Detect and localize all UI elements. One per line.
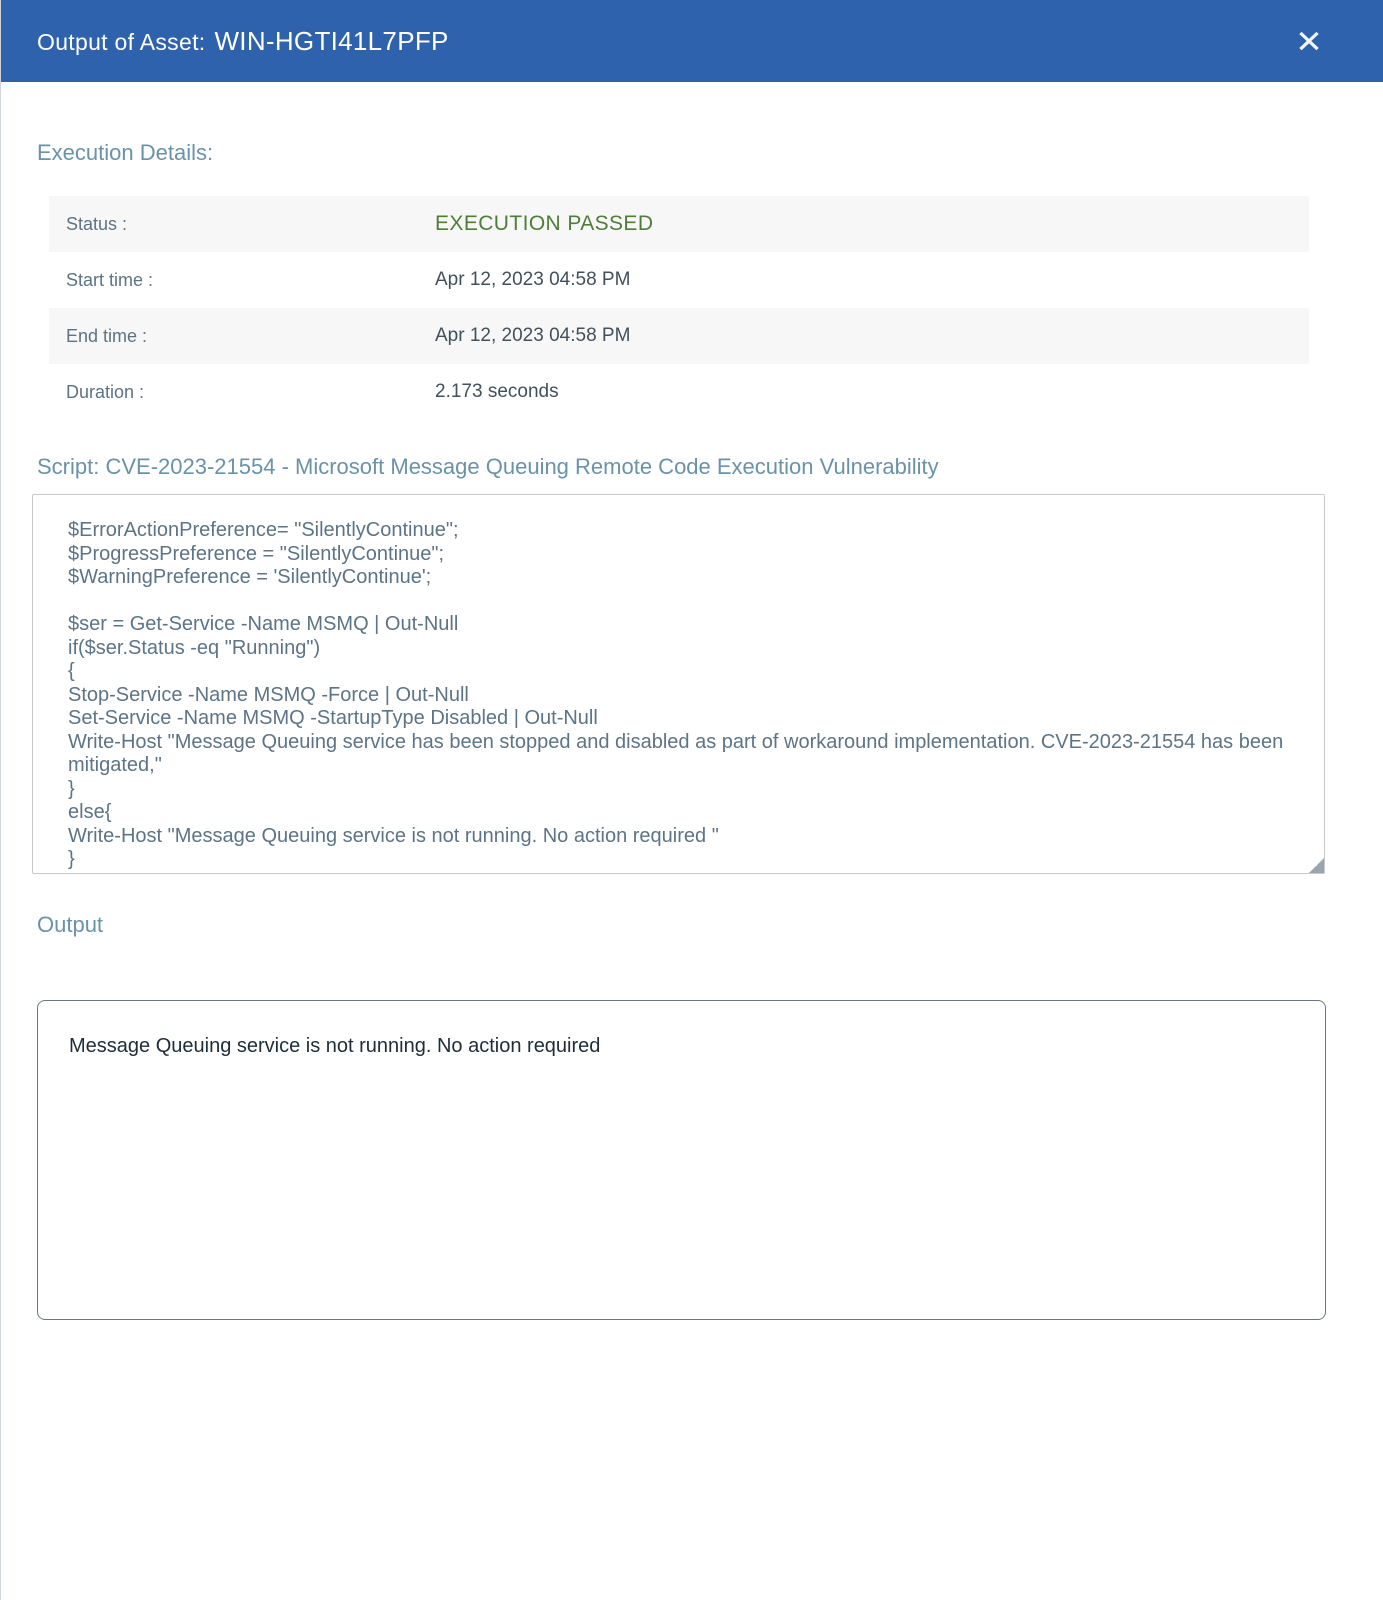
modal-title-prefix: Output of Asset: xyxy=(37,28,206,55)
start-time-value: Apr 12, 2023 04:58 PM xyxy=(435,269,631,290)
output-box xyxy=(37,1000,1326,1320)
script-heading: Script: CVE-2023-21554 - Microsoft Message Queuing Remote Code Execution Vulnerability xyxy=(37,454,939,479)
status-badge: EXECUTION PASSED xyxy=(435,212,654,235)
output-heading: Output xyxy=(37,912,104,937)
duration-value: 2.173 seconds xyxy=(435,381,559,402)
end-time-value: Apr 12, 2023 04:58 PM xyxy=(435,325,631,346)
close-icon: ✕ xyxy=(1295,23,1323,59)
table-row-end-time xyxy=(49,308,1309,364)
execution-details-table xyxy=(49,196,1309,420)
modal-title xyxy=(37,26,449,57)
modal-header xyxy=(1,0,1383,82)
execution-details-heading: Execution Details: xyxy=(37,140,214,165)
table-row-status xyxy=(49,196,1309,252)
table-row-start-time xyxy=(49,252,1309,308)
start-time-label: Start time : xyxy=(66,269,154,290)
output-text: Message Queuing service is not running. No action required xyxy=(69,1035,601,1057)
duration-label: Duration : xyxy=(66,381,145,402)
table-row-duration xyxy=(49,364,1309,420)
status-label: Status : xyxy=(66,213,128,234)
script-textarea[interactable] xyxy=(32,494,1325,874)
asset-name: WIN-HGTI41L7PFP xyxy=(214,25,449,56)
close-button[interactable] xyxy=(1285,17,1333,65)
end-time-label: End time : xyxy=(66,325,148,346)
